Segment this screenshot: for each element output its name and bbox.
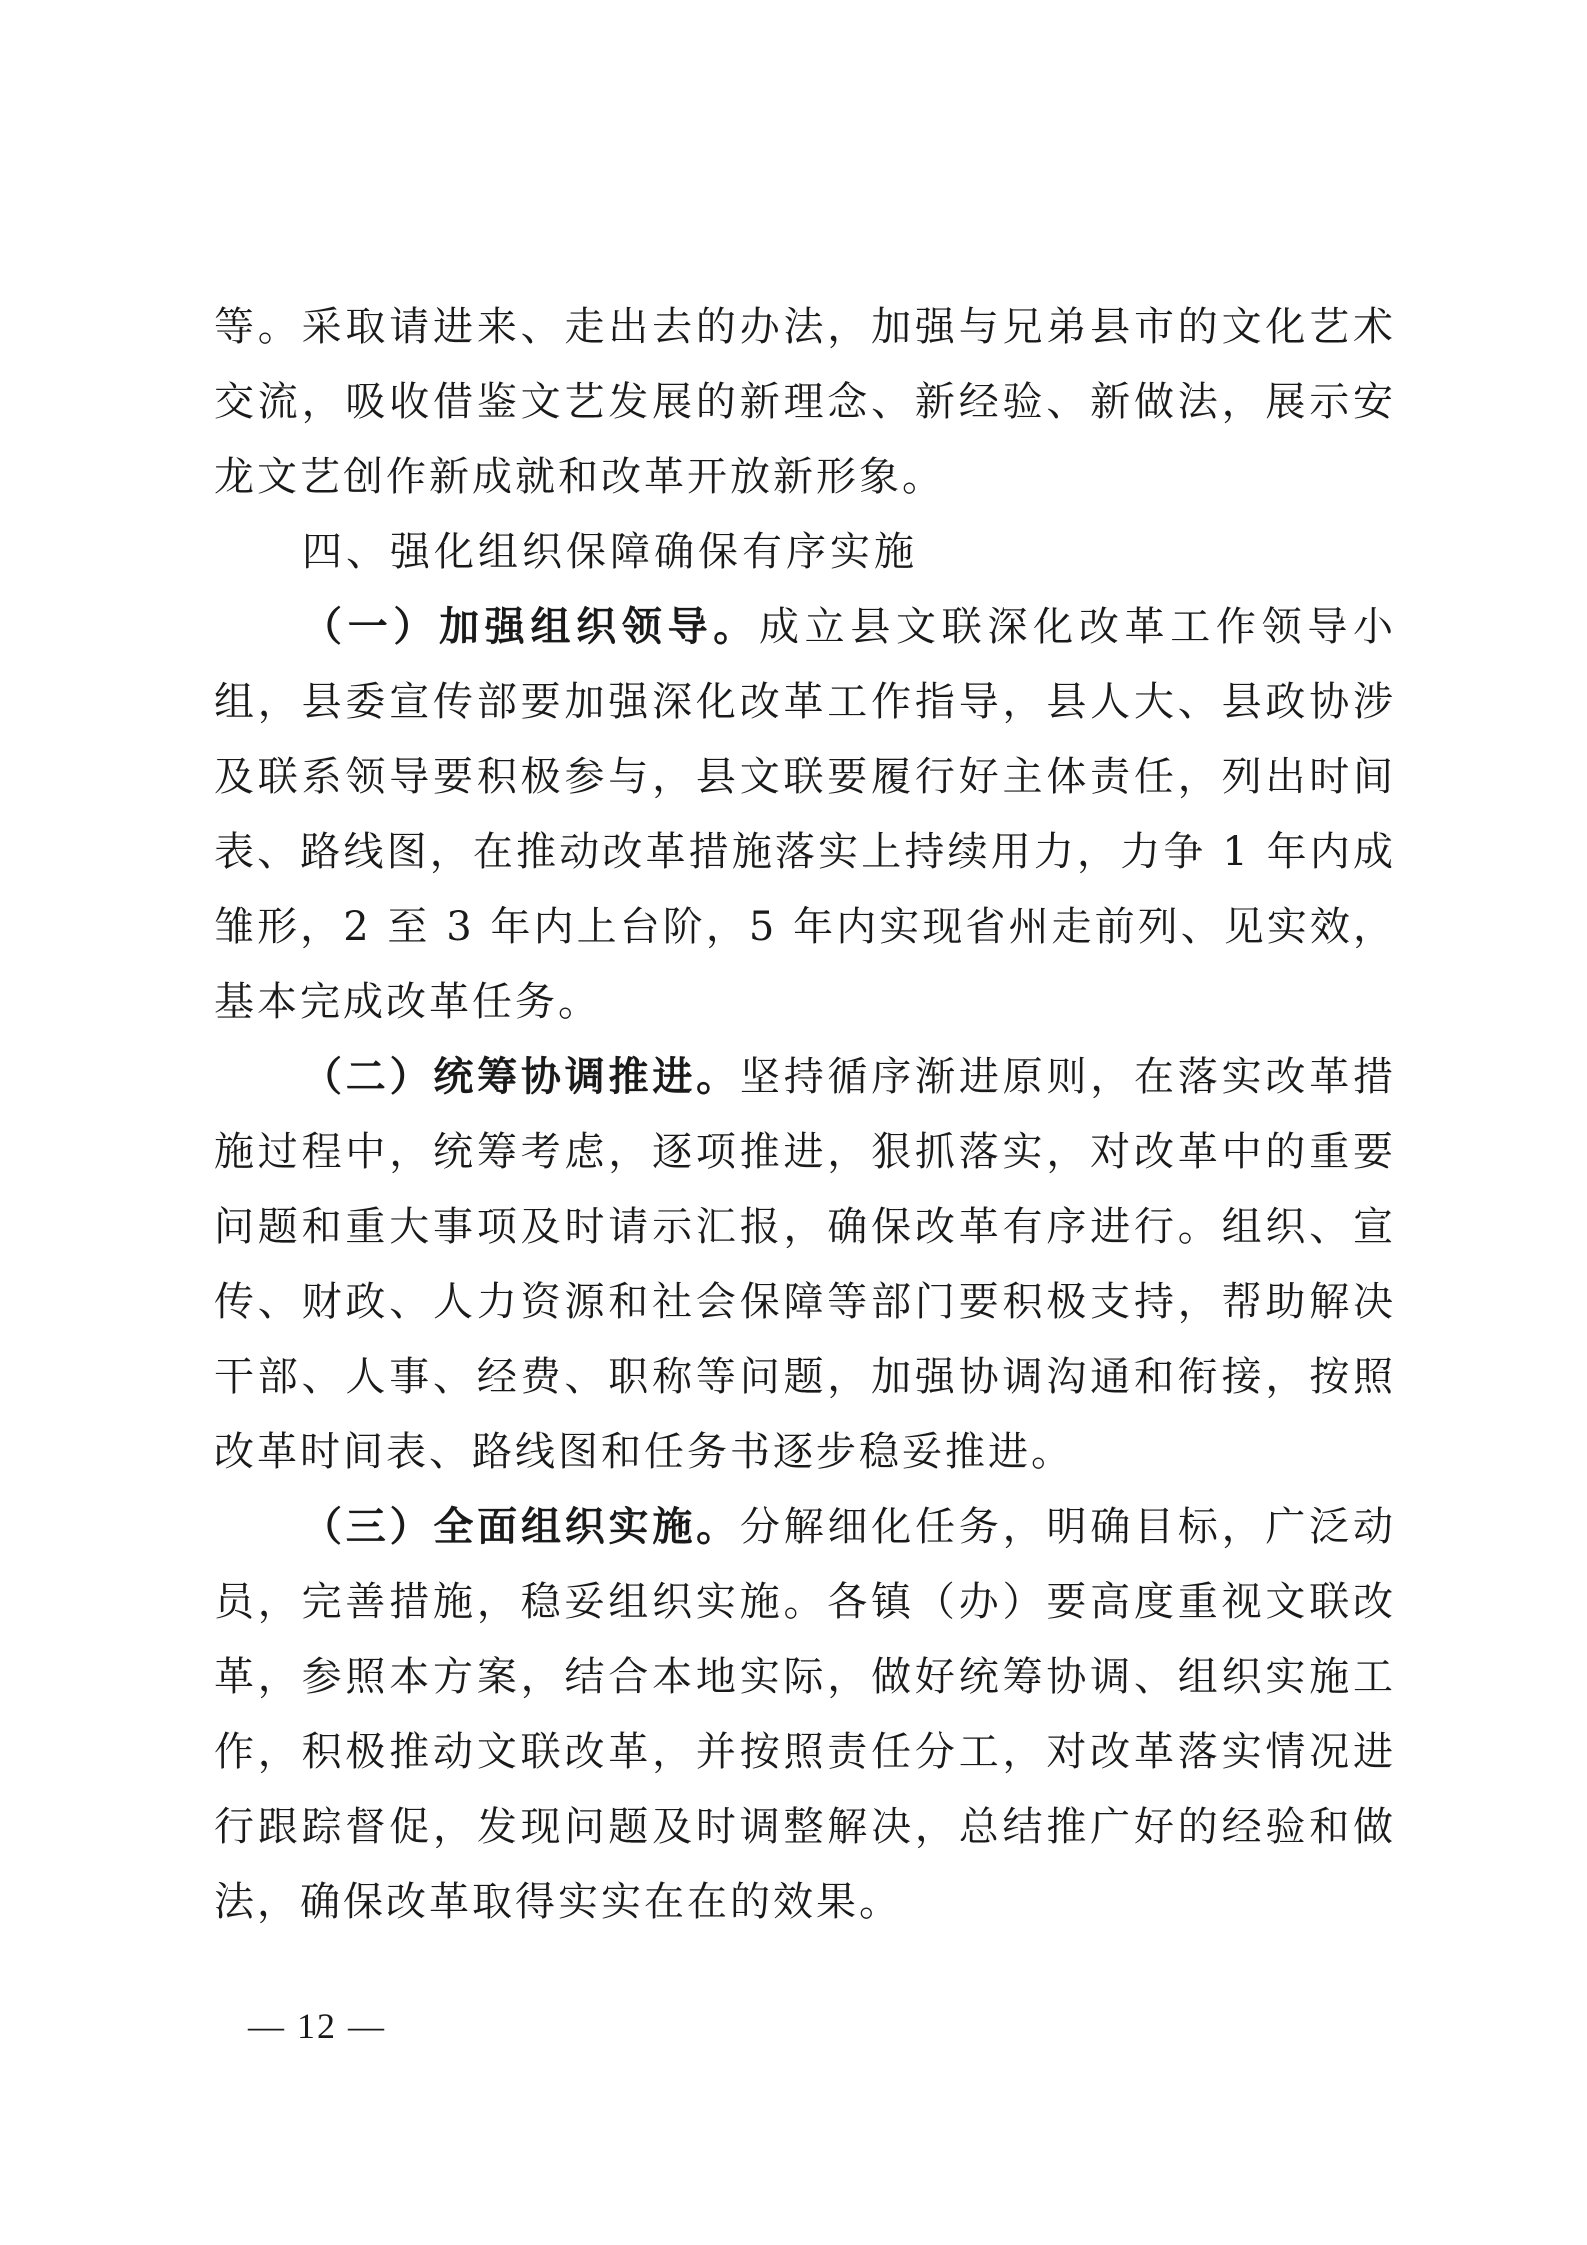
paragraph-leadership — [214, 590, 1396, 1040]
document-body — [214, 290, 1396, 1940]
paragraph-implementation — [214, 1490, 1396, 1940]
paragraph-text: 分解细化任务，明确目标，广泛动员，完善措施，稳妥组织实施。各镇（办）要高度重视文联改革，参照本方案，结合本地实际，做好统筹协调、组织实施工作，积极推动文联改革，并按照责任分工，对改革落实情况进行跟踪督促，发现问题及时调整解决，总结推广好的经验和做法，确保改革取得实实在在的效果。 — [214, 1504, 1397, 1925]
paragraph-text: 成立县文联深化改革工作领导小组，县委宣传部要加强深化改革工作指导，县人大、县政协涉及联系领导要积极参与，县文联要履行好主体责任，列出时间表、路线图，在推动改革措施落实上持续用力，力争 1 年内成雏形，2 至 3 年内上台阶，5 年内实现省州走前列、见实效，基本完成改革任务。 — [214, 604, 1397, 1025]
paragraph-lead: （一）加强组织领导。 — [302, 604, 759, 650]
paragraph-lead: （三）全面组织实施。 — [302, 1504, 740, 1550]
section-heading: 四、强化组织保障确保有序实施 — [302, 529, 918, 575]
page-number: — 12 — — [248, 2006, 386, 2046]
paragraph-coordination — [214, 1040, 1396, 1490]
continuation-paragraph: 等。采取请进来、走出去的办法，加强与兄弟县市的文化艺术交流，吸收借鉴文艺发展的新理念、新经验、新做法，展示安龙文艺创作新成就和改革开放新形象。 — [214, 304, 1396, 500]
paragraph-text: 坚持循序渐进原则，在落实改革措施过程中，统筹考虑，逐项推进，狠抓落实，对改革中的重要问题和重大事项及时请示汇报，确保改革有序进行。组织、宣传、财政、人力资源和社会保障等部门要积极支持，帮助解决干部、人事、经费、职称等问题，加强协调沟通和衔接，按照改革时间表、路线图和任务书逐步稳妥推进。 — [214, 1054, 1397, 1475]
paragraph-lead: （二）统筹协调推进。 — [302, 1054, 740, 1100]
